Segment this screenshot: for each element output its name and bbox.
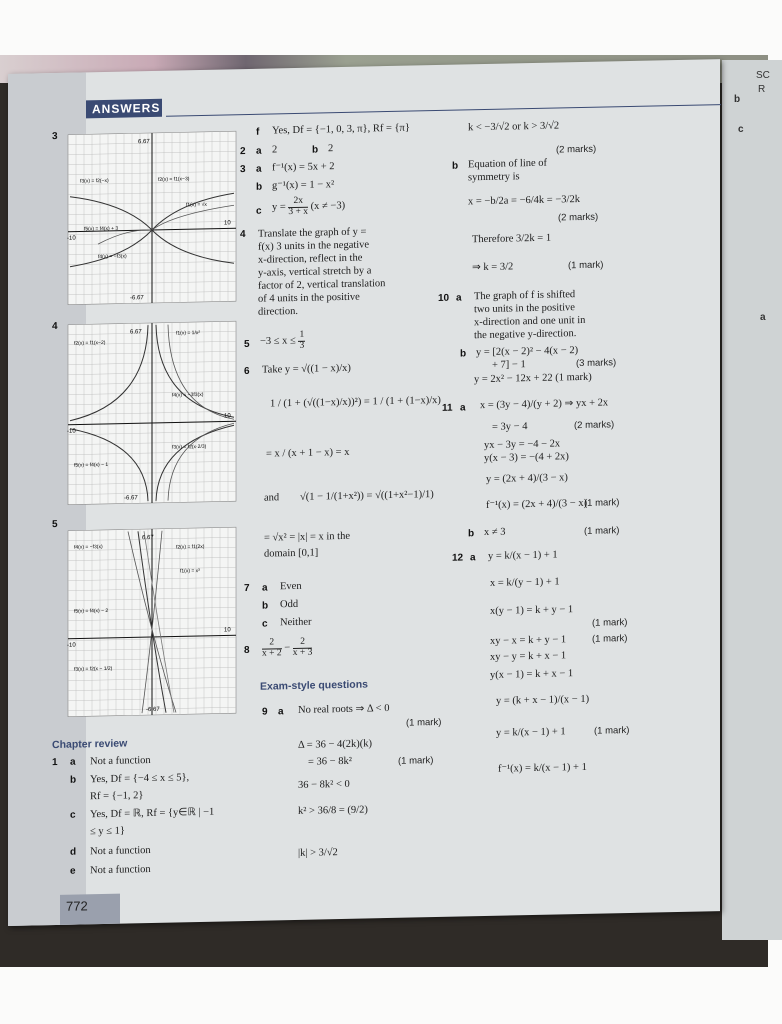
exam-style-heading: Exam-style questions <box>260 678 368 693</box>
graph-q3-label-f4: f4(x) = −f3(x) <box>98 253 127 261</box>
q12-line9: f⁻¹(x) = k/(x − 1) + 1 <box>498 761 587 775</box>
graph-q4-ymax: 6.67 <box>130 329 142 336</box>
q11a-line6: f⁻¹(x) = (2x + 4)/(3 − x) <box>486 497 588 511</box>
q3c-frac-num: 2x <box>288 197 308 208</box>
q9-line1: No real roots ⇒ Δ < 0 <box>298 703 390 716</box>
q4-line2: f(x) 3 units in the negative <box>258 239 370 253</box>
col3-b-line4: Therefore 3/2k = 1 <box>472 232 552 246</box>
q9-line6: |k| > 3/√2 <box>298 847 338 859</box>
q10b-line1: y = [2(x − 2)² − 4(x − 2) <box>476 345 579 359</box>
facing-page-text-5: a <box>760 312 766 323</box>
col3-b-line3: x = −b/2a = −6/4k = −3/2k <box>468 194 580 208</box>
q10b-line2: + 7] − 1 <box>492 359 526 371</box>
q2a-letter: a <box>256 145 262 157</box>
cr-1d-answer: Not a function <box>90 845 151 858</box>
question-5-number: 5 <box>52 518 58 531</box>
graph-q3-ymax: 6.67 <box>138 139 150 146</box>
q3a-letter: a <box>256 163 262 175</box>
q7b-letter: b <box>262 600 269 612</box>
q3c-fraction <box>288 197 308 217</box>
graph-q5 <box>68 527 236 717</box>
q5-frac-num: 1 <box>299 329 305 340</box>
q6-line4: = √x² = |x| = x in the <box>264 530 350 544</box>
graph-q4 <box>68 321 236 505</box>
cr-1c-letter: c <box>70 809 76 821</box>
q3c-frac-den: 3 + x <box>288 206 309 217</box>
q11a-mark-2: (1 mark) <box>584 497 620 509</box>
q4-line4: y-axis, vertical stretch by a <box>258 265 372 279</box>
graph-q5-label-f2: f2(x) = f1(2x) <box>176 543 205 551</box>
col3-mark-2: (2 marks) <box>558 211 599 224</box>
chapter-review-heading: Chapter review <box>52 737 128 752</box>
q8-frac1-den: x + 2 <box>262 647 282 659</box>
q12-line1: y = k/(x − 1) + 1 <box>488 549 558 562</box>
question-4-number: 4 <box>52 320 58 333</box>
q8-frac2 <box>293 638 313 658</box>
q4-number: 4 <box>240 229 246 241</box>
cr-1d-letter: d <box>70 846 77 858</box>
q6-number: 6 <box>244 365 250 378</box>
q8-frac1-num: 2 <box>262 638 282 649</box>
graph-q4-label-f3: f3(x) = f2(x·2/3) <box>172 443 207 451</box>
graph-q5-label-f1: f1(x) = x³ <box>180 567 200 575</box>
graph-q5-label-f5: f5(x) = f4(x) − 2 <box>74 607 109 615</box>
q6-line1: 1 / (1 + (√((1−x)/x))²) = 1 / (1 + (1−x)/x) <box>270 394 441 410</box>
graph-q5-label-f4: f4(x) = −f3(x) <box>74 544 103 551</box>
facing-page-text-1: SC <box>756 70 770 81</box>
q12a-letter: a <box>470 552 476 564</box>
q4-line1: Translate the graph of y = <box>258 226 367 240</box>
q7-number: 7 <box>244 582 250 595</box>
cr-1b-answer-line2: Rf = {−1, 2} <box>90 790 144 803</box>
graph-q4-xmin: -10 <box>67 428 76 435</box>
q9-mark1: (1 mark) <box>406 716 442 729</box>
q11b-letter: b <box>468 528 475 540</box>
q3c-letter: c <box>256 205 262 217</box>
cr-1a-answer: Not a function <box>90 755 151 768</box>
col3-b-line2: symmetry is <box>468 171 520 184</box>
q12-mark-3: (1 mark) <box>594 724 630 737</box>
graph-q5-ymax: 6.67 <box>142 534 154 542</box>
q7a-answer: Even <box>280 580 302 593</box>
q4-line6: of 4 units in the positive <box>258 291 360 305</box>
q6-and: and <box>264 492 280 504</box>
q6-take: Take y = √((1 − x)/x) <box>262 362 351 376</box>
cr-1b-answer-line1: Yes, Df = {−4 ≤ x ≤ 5}, <box>90 772 190 786</box>
graph-q3-xmax: 10 <box>224 220 231 227</box>
q6-line2: = x / (x + 1 − x) = x <box>266 446 350 460</box>
q2-number: 2 <box>240 146 246 158</box>
facing-page-text-3: b <box>734 94 741 105</box>
q5-frac-den: 3 <box>299 340 305 351</box>
header-rule <box>166 104 721 117</box>
q12-line6: y(x − 1) = k + x − 1 <box>490 668 574 681</box>
q9-number: 9 <box>262 706 268 718</box>
q3a-answer: f⁻¹(x) = 5x + 2 <box>272 161 335 174</box>
q10b-letter: b <box>460 348 467 360</box>
q-f-letter: f <box>256 126 260 138</box>
q11a-mark-1: (2 marks) <box>574 419 615 432</box>
q4-line3: x-direction, reflect in the <box>258 252 363 266</box>
answers-header: ANSWERS <box>92 100 161 117</box>
q8-answer <box>262 638 312 659</box>
graph-q5-label-f3: f3(x) = f2(x − 1/2) <box>74 665 113 673</box>
q3c-answer <box>272 196 345 218</box>
q12-line2: x = k/(y − 1) + 1 <box>490 576 560 589</box>
q3c-lhs: y = <box>272 201 286 213</box>
q9-line4: 36 − 8k² < 0 <box>298 778 350 791</box>
q11a-line5: y = (2x + 4)/(3 − x) <box>486 472 568 485</box>
q3-number: 3 <box>240 164 246 176</box>
page-number: 772 <box>66 898 88 914</box>
q3b-answer: g⁻¹(x) = 1 − x² <box>272 179 335 192</box>
q9-mark2: (1 mark) <box>398 755 434 767</box>
graph-q3-label-f5: f5(x) = f4(x) + 3 <box>84 225 119 233</box>
q7c-answer: Neither <box>280 616 312 629</box>
q10a-line3: x-direction and one unit in <box>474 314 586 329</box>
q3c-condition: (x ≠ −3) <box>310 200 346 213</box>
col3-mark-3: (1 mark) <box>568 259 604 272</box>
q10a-line4: the negative y-direction. <box>474 328 577 342</box>
q8-number: 8 <box>244 644 250 657</box>
cr-1c-answer-line1: Yes, Df = ℝ, Rf = {y∈ℝ | −1 <box>90 806 215 821</box>
q12-line3: x(y − 1) = k + y − 1 <box>490 604 574 617</box>
cr-1e-answer: Not a function <box>90 864 151 877</box>
q9-line5: k² > 36/8 = (9/2) <box>298 804 368 817</box>
q10a-letter: a <box>456 292 462 304</box>
q5-fraction <box>298 331 305 351</box>
q8-frac2-num: 2 <box>293 638 313 649</box>
q4-line5: factor of 2, vertical translation <box>258 278 386 292</box>
facing-page-edge <box>722 60 782 940</box>
q11a-line1: x = (3y − 4)/(y + 2) ⇒ yx + 2x <box>480 397 609 412</box>
q10a-line1: The graph of f is shifted <box>474 289 576 303</box>
q7a-letter: a <box>262 582 268 594</box>
graph-q4-label-f1: f1(x) = 1/x² <box>176 329 201 337</box>
answers-page <box>8 59 720 926</box>
q12-mark-1: (1 mark) <box>592 617 628 629</box>
facing-page-text-4: c <box>738 124 744 135</box>
q5-number: 5 <box>244 338 250 351</box>
q2b-answer: 2 <box>328 143 334 155</box>
cr-1a-letter: a <box>70 756 76 768</box>
q8-operator: − <box>284 642 291 654</box>
q4-line7: direction. <box>258 305 298 318</box>
graph-q3 <box>68 131 236 305</box>
cr-1c-answer-line2: ≤ y ≤ 1} <box>90 825 125 838</box>
q7b-answer: Odd <box>280 598 299 611</box>
q10b-line3: y = 2x² − 12x + 22 (1 mark) <box>474 371 592 386</box>
q6-line3: √(1 − 1/(1+x²)) = √((1+x²−1)/1) <box>300 489 434 503</box>
q11a-line4: y(x − 3) = −(4 + 2x) <box>484 451 569 465</box>
q11b-mark: (1 mark) <box>584 525 620 537</box>
graph-q4-ymin: -6.67 <box>124 495 138 502</box>
graph-q4-label-f2: f2(x) = f1(x−2) <box>74 339 106 347</box>
cr-1-number: 1 <box>52 756 58 769</box>
graph-q4-label-f4: f4(x) = −3f3(x) <box>172 391 204 399</box>
q9-line2: Δ = 36 − 4(2k)(k) <box>298 738 373 751</box>
col3-q9-result: k < −3/√2 or k > 3/√2 <box>468 120 560 134</box>
q12-mark-2: (1 mark) <box>592 633 628 645</box>
q11b-answer: x ≠ 3 <box>484 526 506 539</box>
q12-line4: xy − x = k + y − 1 <box>490 634 567 647</box>
graph-q5-ymin: -6.67 <box>146 706 160 714</box>
q11a-line2: = 3y − 4 <box>492 421 528 433</box>
q2a-answer: 2 <box>272 144 278 156</box>
q9a-letter: a <box>278 706 284 718</box>
question-3-number: 3 <box>52 130 58 143</box>
q10b-mark-1: (3 marks) <box>576 357 617 370</box>
graph-q3-label-f2: f2(x) = f1(x−3) <box>158 176 190 183</box>
q5-lhs: −3 ≤ x ≤ <box>260 335 296 348</box>
graph-q4-xmax: 10 <box>224 413 231 420</box>
graph-q3-xmin: -10 <box>67 235 76 242</box>
cr-1e-letter: e <box>70 865 76 877</box>
graph-q3-label-f3: f3(x) = f2(−x) <box>80 177 109 185</box>
cr-1b-letter: b <box>70 774 77 786</box>
graph-q3-ymin: -6.67 <box>130 295 144 302</box>
q2b-letter: b <box>312 144 319 156</box>
q9-line3: = 36 − 8k² <box>308 755 352 768</box>
graph-q5-xmin: -10 <box>67 642 76 649</box>
q12-line8: y = k/(x − 1) + 1 <box>496 726 566 739</box>
q12-line7: y = (k + x − 1)/(x − 1) <box>496 693 590 707</box>
q11a-letter: a <box>460 402 466 414</box>
q10-number: 10 <box>438 292 450 304</box>
col3-b-line5: ⇒ k = 3/2 <box>472 261 514 274</box>
col3-mark-1: (2 marks) <box>556 143 597 156</box>
q11a-line3: yx − 3y = −4 − 2x <box>484 438 561 452</box>
graph-q4-label-f5: f5(x) = f4(x) − 1 <box>74 461 109 469</box>
q8-frac1 <box>262 638 282 658</box>
q10a-line2: two units in the positive <box>474 302 575 316</box>
q-f-answer: Yes, Df = {−1, 0, 3, π}, Rf = {π} <box>272 122 410 137</box>
q3b-letter: b <box>256 181 263 193</box>
q11-number: 11 <box>442 402 453 414</box>
facing-page-text-2: R <box>758 84 766 95</box>
q6-line5: domain [0,1] <box>264 547 319 560</box>
q5-answer <box>260 331 305 352</box>
graph-q5-xmax: 10 <box>224 627 231 634</box>
q12-number: 12 <box>452 552 464 564</box>
q12-line5: xy − y = k + x − 1 <box>490 650 567 663</box>
graph-q3-label-f1: f1(x) = √x <box>186 201 207 209</box>
q7c-letter: c <box>262 618 268 630</box>
col3-b-letter: b <box>452 160 459 172</box>
q8-frac2-den: x + 3 <box>292 647 313 658</box>
col3-b-line1: Equation of line of <box>468 157 548 171</box>
